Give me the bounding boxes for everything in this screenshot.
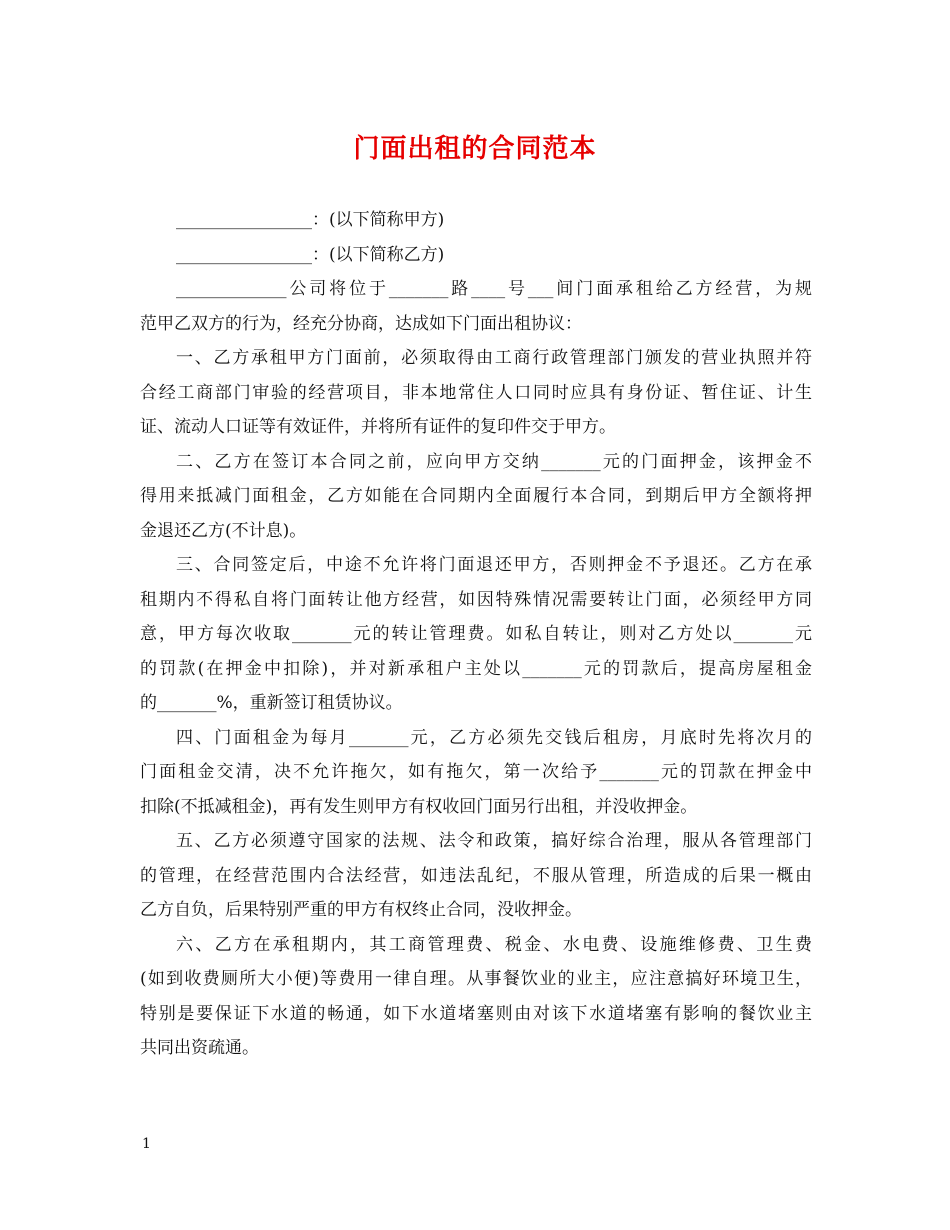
text-line: _____________公司将位于_______路____号___间门面承租给乙方经营，为规 xyxy=(176,279,812,299)
party-a-line: ________________：(以下简称甲方) xyxy=(176,210,445,230)
text-line: 租期内不得私自将门面转让他方经营，如因特殊情况需要转让门面，必须经甲方同 xyxy=(140,589,812,610)
text-line: 得用来抵减门面租金，乙方如能在合同期内全面履行本合同，到期后甲方全额将押 xyxy=(140,486,812,506)
intro-paragraph xyxy=(140,272,812,341)
text-line: 一、乙方承租甲方门面前，必须取得由工商行政管理部门颁发的营业执照并符 xyxy=(176,348,812,368)
text-line: 四、门面租金为每月_______元，乙方必须先交钱后租房，月底时先将次月的 xyxy=(176,727,812,748)
text-line: 金退还乙方(不计息)。 xyxy=(140,520,307,541)
text-line: 特别是要保证下水道的畅通，如下水道堵塞则由对该下水道堵塞有影响的餐饮业主 xyxy=(140,1003,812,1024)
text-line: 意，甲方每次收取_______元的转让管理费。如私自转让，则对乙方处以_______元 xyxy=(140,624,812,644)
text-line: 门面租金交清，决不允许拖欠，如有拖欠，第一次给予_______元的罚款在押金中 xyxy=(140,762,812,782)
text-line: 扣除(不抵减租金)，再有发生则甲方有权收回门面另行出租，并没收押金。 xyxy=(140,796,698,817)
text-line: 共同出资疏通。 xyxy=(140,1038,259,1058)
text-line: 的管理，在经营范围内合法经营，如违法乱纪，不服从管理，所造成的后果一概由 xyxy=(140,865,812,886)
text-line: 合经工商部门审验的经营项目，非本地常住人口同时应具有身份证、暂住证、计生 xyxy=(140,382,812,403)
text-line: 五、乙方必须遵守国家的法规、法令和政策，搞好综合治理，服从各管理部门 xyxy=(176,831,812,851)
clause-1 xyxy=(140,341,812,445)
text-line: 证、流动人口证等有效证件，并将所有证件的复印件交于甲方。 xyxy=(140,417,616,437)
clause-3 xyxy=(140,548,812,721)
text-line: (如到收费厕所大小便)等费用一律自理。从事餐饮业的业主，应注意搞好环境卫生， xyxy=(140,969,812,989)
text-line: 的_______%，重新签订租赁协议。 xyxy=(140,693,403,713)
clause-2 xyxy=(140,445,812,549)
text-line: 三、合同签定后，中途不允许将门面退还甲方，否则押金不予退还。乙方在承 xyxy=(176,555,812,575)
clause-5 xyxy=(140,824,812,928)
clause-6 xyxy=(140,928,812,1066)
page-number: 1 xyxy=(142,1136,151,1152)
text-line: 二、乙方在签订本合同之前，应向甲方交纳_______元的门面押金，该押金不 xyxy=(176,451,812,472)
document-body xyxy=(140,203,812,1066)
clause-4 xyxy=(140,721,812,825)
document-title: 门面出租的合同范本 xyxy=(353,134,597,164)
text-line: 的罚款(在押金中扣除)，并对新承租户主处以_______元的罚款后，提高房屋租金 xyxy=(140,658,812,679)
text-line: 乙方自负，后果特别严重的甲方有权终止合同，没收押金。 xyxy=(140,900,582,920)
text-line: 范甲乙双方的行为，经充分协商，达成如下门面出租协议： xyxy=(140,313,582,334)
party-b-line: ________________：(以下简称乙方) xyxy=(176,244,445,265)
text-line: 六、乙方在承租期内，其工商管理费、税金、水电费、设施维修费、卫生费 xyxy=(176,934,812,955)
